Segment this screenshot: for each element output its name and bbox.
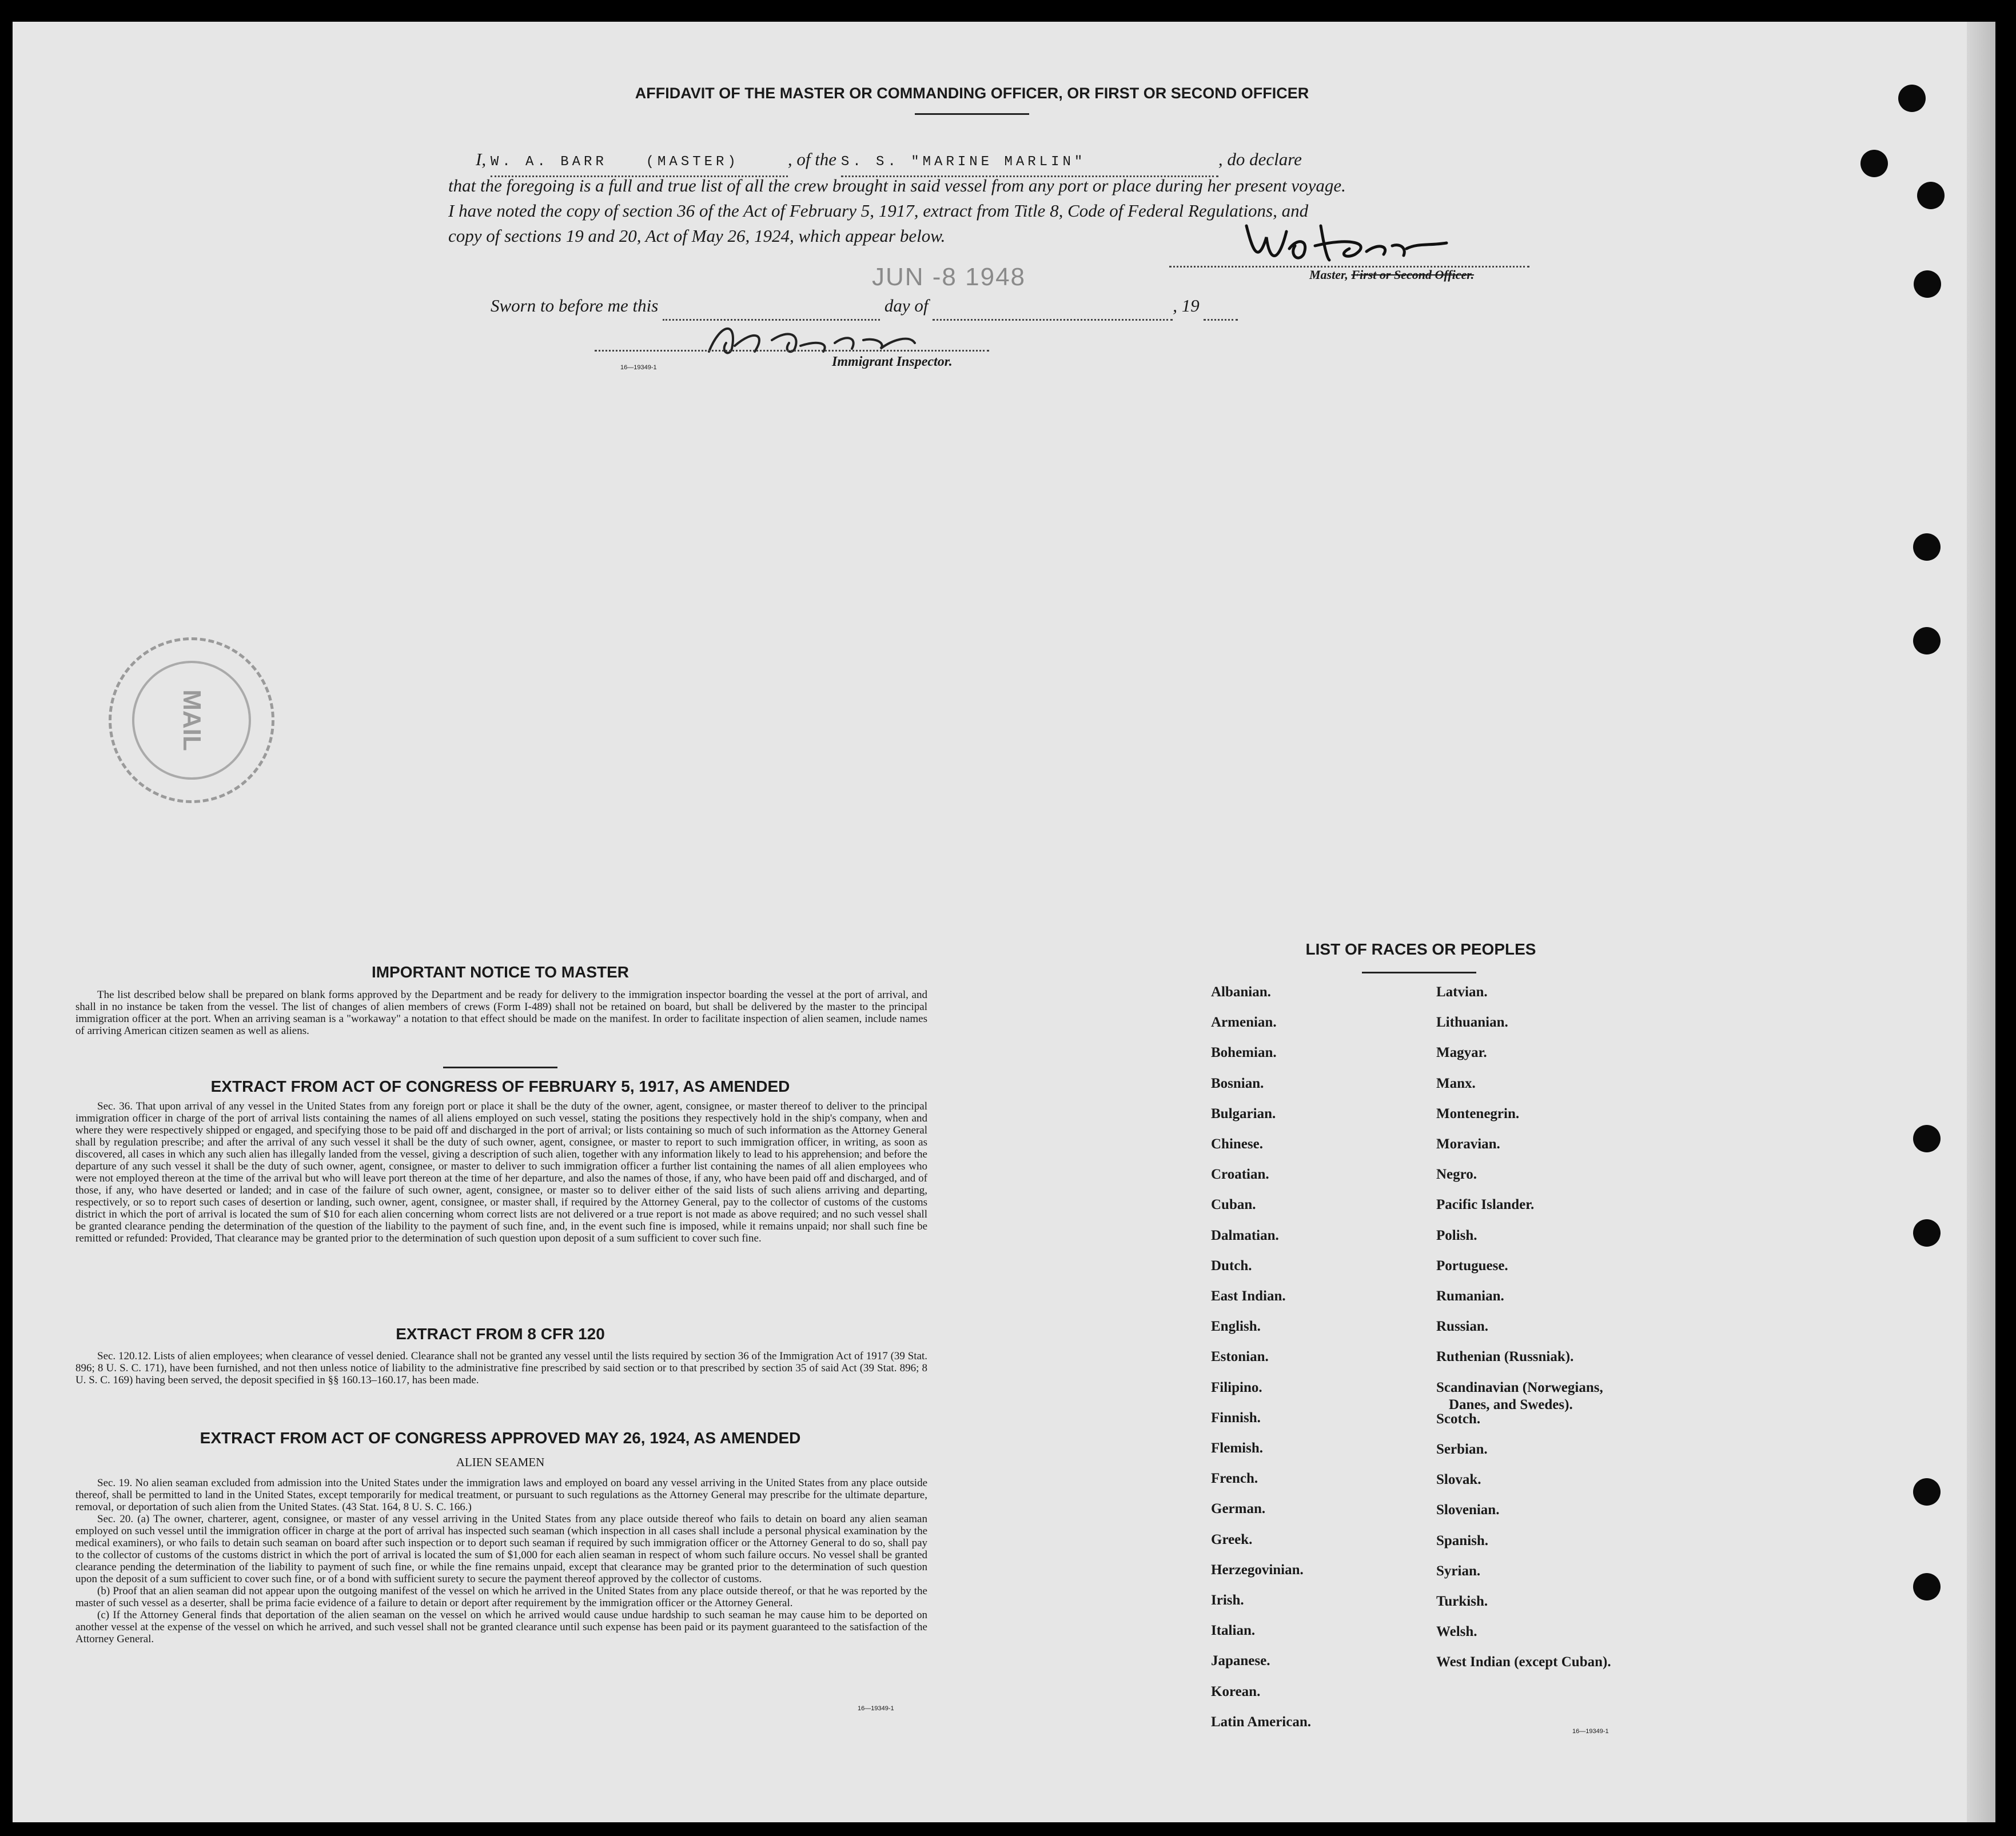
extract-8cfr-paragraph: Sec. 120.12. Lists of alien employees; when clearance of vessel denied. Clearance shall not be granted any vessel until the lists required by section 36 of the Immigration Act of 1917 (39 Stat. 896; 8 U. S. C. 171), have been furnished, and not then unless notice of liability to the administrative fine prescribed by said section or to that prescribed by section 35 of said Act (39 Stat. 896; 8 U. S. C. 169) having been served, the deposit specified in §§ 160.13–160.17, has been made. [75,1350,927,1386]
sworn-line [491,293,1238,321]
binder-hole [1913,627,1941,654]
extract-1917-body [75,1100,927,1244]
race-item: Negro. [1436,1167,1477,1183]
affidavit-line-3: I have noted the copy of section 36 of the Act of February 5, 1917, extract from Title 8, Code of Federal Regulations, and [448,201,1309,221]
race-item: Welsh. [1436,1624,1477,1640]
race-item: Turkish. [1436,1594,1488,1609]
race-item: West Indian (except Cuban). [1436,1654,1611,1670]
race-item: East Indian. [1211,1288,1286,1304]
master-caption-label: Master, [1309,268,1348,282]
race-item: Slovenian. [1436,1502,1500,1518]
race-item: Irish. [1211,1592,1244,1608]
race-item: Chinese. [1211,1136,1263,1152]
extract-1924-paragraph: (b) Proof that an alien seaman did not appear upon the outgoing manifest of the vessel on which he arrived in the United States from any place outside thereof, or that he was reported by the master of such vessel as a deserter, shall be prima facie evidence of a failure to detain or deport after requirement by the immigration officer or the Attorney General. [75,1585,927,1609]
notice-paragraph: The list described below shall be prepared on blank forms approved by the Department and be ready for delivery to the immigration inspector boarding the vessel at the port of arrival, and shall in no instance be taken from the vessel. The list of changes of alien members of crews (Form I-489) shall not be retained on board, but shall be delivered by the master to the principal immigration officer at the port. When an arriving seaman is a "workaway" a notation to that effect should be made on the manifest. In order to facilitate inspection of alien seamen, include names of arriving American citizen seamen as well as aliens. [75,989,927,1037]
extract-1924-paragraph: Sec. 19. No alien seaman excluded from admission into the United States under the immigration laws and employed on board any vessel arriving in the United States from any place outside thereof, shall be permitted to land in the United States, except temporarily for medical treatment, or pursuant to such regulations as the Attorney General may prescribe for the ultimate departure, removal, or deportation of such alien from the United States. (43 Stat. 164, 8 U. S. C. 166.) [75,1477,927,1513]
race-item: Magyar. [1436,1045,1487,1061]
notice-title: IMPORTANT NOTICE TO MASTER [371,963,629,981]
page-edge-shadow [1967,22,1995,1822]
binder-hole [1913,1125,1941,1152]
race-item: Croatian. [1211,1167,1269,1183]
mail-postmark [109,637,274,803]
race-item: Herzegovinian. [1211,1562,1304,1578]
extract-1917-paragraph: Sec. 36. That upon arrival of any vessel in the United States from any foreign port or place it shall be the duty of the owner, agent, consignee, or master thereof to deliver to the principal immigration officer in charge of the port of arrival lists containing the names of all aliens employed on such vessel, stating the positions they respectively hold in the ship's company, when and where they were respectively shipped or engaged, and specifying those to be paid off and discharged in the port of arrival; or lists containing so much of such information as the Attorney General shall by regulation prescribe; and after the arrival of any such vessel it shall be the duty of such owner, agent, consignee, or master to report to such immigration officer, in writing, as soon as discovered, all cases in which any such alien has illegally landed from the vessel, giving a description of such alien, together with any information likely to lead to his apprehension; and before the departure of any such vessel it shall be the duty of such owner, agent, consignee, or master to deliver to such immigration officer a further list containing the names of all alien employees who were not employed thereon at the time of the arrival but who will leave port thereon at the time of her departure, and also the names of those, if any, who have been paid off and discharged, and of those, if any, who have deserted or landed; and in case of the failure of such owner, agent, consignee, or master so to deliver either of the said lists of such aliens arriving and departing, respectively, or so to report such cases of desertion or landing, such owner, agent, consignee, or master shall, if required by the Attorney General, pay to the collector of customs of the customs district in which the port of arrival is located the sum of $10 for each alien concerning whom correct lists are not delivered or a true report is not made as above required; and no such vessel shall be granted clearance pending the determination of the question of the liability to the payment of such fine, and, in the event such fine is imposed, while it remains unpaid; nor shall such fine be remitted or refunded: Provided, That clearance may be granted prior to the determination of such question upon deposit of a sum sufficient to cover such fine. [75,1100,927,1244]
extract-1924-paragraph: Sec. 20. (a) The owner, charterer, agent, consignee, or master of any vessel arriving in the United States from any place outside thereof who fails to detain on board any alien seaman employed on such vessel until the immigration officer in charge at the port of arrival has inspected such seaman (which inspection in all cases shall include a personal physical examination by the medical examiners), or who fails to detain such seaman on board after such inspection or to deport such seaman if required by such immigration officer or the Attorney General to do so, shall pay to the collector of customs of the customs district in which the port of arrival is located the sum of $1,000 for each alien seaman in respect of whom such failure occurs. No vessel shall be granted clearance pending the determination of the liability to payment of such fine, or while the fine remains unpaid, except that clearance may be granted prior to the determination of such question upon the deposit of a sum sufficient to cover such fine, or of a bond with sufficient surety to secure the payment thereof approved by the collector of customs. [75,1513,927,1585]
do-declare-label: , do declare [1218,149,1302,169]
race-item: Bulgarian. [1211,1105,1276,1121]
affidavit-title-rule [915,113,1029,115]
master-name: W. A. BARR [490,154,607,170]
race-item: Albanian. [1211,984,1271,1000]
race-item: Russian. [1436,1319,1489,1335]
notice-body [75,989,927,1037]
race-item: French. [1211,1471,1258,1487]
race-item: Italian. [1211,1623,1256,1639]
binder-hole [1913,1573,1941,1600]
race-item: English. [1211,1319,1261,1335]
races-title: LIST OF RACES OR PEOPLES [1305,940,1536,958]
binder-hole [1913,1219,1941,1247]
race-item: Estonian. [1211,1349,1269,1365]
race-item: Montenegrin. [1436,1105,1520,1121]
race-item: Danes, and Swedes). [1449,1396,1573,1412]
day-of-label: day of [884,296,929,316]
master-caption [1309,268,1474,282]
binder-hole [1913,1478,1941,1506]
sworn-label: Sworn to before me this [491,296,659,316]
race-item: Slovak. [1436,1472,1481,1488]
race-item: Latvian. [1436,984,1488,1000]
of-the-label: , of the [787,149,837,169]
race-item: Cuban. [1211,1197,1256,1213]
master-signature [1235,214,1452,272]
affidavit-form-number: 16—19349-1 [620,364,657,371]
race-item: Bosnian. [1211,1075,1264,1091]
race-item: Rumanian. [1436,1288,1504,1304]
binder-hole [1860,150,1888,177]
races-form-number: 16—19349-1 [1572,1728,1609,1735]
inspector-caption: Immigrant Inspector. [832,354,953,369]
extract-1924-form-number: 16—19349-1 [858,1705,894,1712]
extract-1924-subtitle: ALIEN SEAMEN [456,1455,545,1469]
binder-hole [1913,533,1941,561]
affidavit-line-2: that the foregoing is a full and true list of all the crew brought in said vessel from any port or place during her present voyage. [448,175,1346,195]
race-item: Ruthenian (Russniak). [1436,1349,1574,1365]
race-item: Japanese. [1211,1653,1270,1669]
races-title-rule [1362,972,1476,973]
extract-8cfr-body [75,1350,927,1386]
race-item: Dalmatian. [1211,1227,1279,1243]
race-item: Greek. [1211,1531,1253,1547]
vessel-name: S. S. "MARINE MARLIN" [840,154,1086,170]
race-item: Bohemian. [1211,1045,1277,1061]
master-caption-struck: First or Second Officer. [1351,268,1475,282]
race-item: Scotch. [1436,1411,1481,1427]
race-item: Lithuanian. [1436,1015,1508,1031]
race-item: Serbian. [1436,1442,1488,1457]
master-rank: (MASTER) [646,154,739,170]
affidavit-title: AFFIDAVIT OF THE MASTER OR COMMANDING OFFICER, OR FIRST OR SECOND OFFICER [635,85,1309,102]
extract-8cfr-title: EXTRACT FROM 8 CFR 120 [396,1325,605,1343]
extract-1924-title: EXTRACT FROM ACT OF CONGRESS APPROVED MAY 26, 1924, AS AMENDED [200,1429,801,1447]
binder-hole [1914,270,1941,298]
affidavit-i-label: I, [476,149,487,169]
race-item: Portuguese. [1436,1258,1508,1274]
binder-hole [1917,182,1945,209]
year-label: , 19 [1173,296,1200,316]
affidavit-line-4: copy of sections 19 and 20, Act of May 26, 1924, which appear below. [448,226,946,246]
race-item: Spanish. [1436,1532,1489,1548]
extract-1917-title: EXTRACT FROM ACT OF CONGRESS OF FEBRUARY 5, 1917, AS AMENDED [210,1077,790,1095]
race-item: Pacific Islander. [1436,1197,1535,1213]
race-item: German. [1211,1501,1266,1517]
race-item: Finnish. [1211,1410,1261,1426]
race-item: Dutch. [1211,1258,1252,1274]
race-item: Latin American. [1211,1714,1311,1730]
received-date-stamp: JUN -8 1948 [872,263,1026,291]
race-item: Armenian. [1211,1015,1277,1031]
race-item: Moravian. [1436,1136,1500,1152]
race-item: Filipino. [1211,1379,1262,1395]
inspector-signature-line [595,350,989,353]
notice-rule [443,1067,557,1068]
race-item: Scandinavian (Norwegians, [1436,1379,1603,1395]
extract-1924-body [75,1477,927,1645]
race-item: Syrian. [1436,1563,1481,1579]
postmark-text: MAIL [178,689,206,751]
race-item: Manx. [1436,1075,1476,1091]
race-item: Polish. [1436,1227,1477,1243]
extract-1924-paragraph: (c) If the Attorney General finds that deportation of the alien seaman on the vessel on which he arrived would cause undue hardship to such seaman he may cause him to be deported on another vessel at the expense of the vessel on which he arrived, and such vessel shall not be granted clearance until such expense has been paid or its payment guaranteed to the satisfaction of the Attorney General. [75,1609,927,1645]
race-item: Flemish. [1211,1440,1263,1456]
binder-hole [1898,85,1926,112]
race-item: Korean. [1211,1683,1261,1699]
